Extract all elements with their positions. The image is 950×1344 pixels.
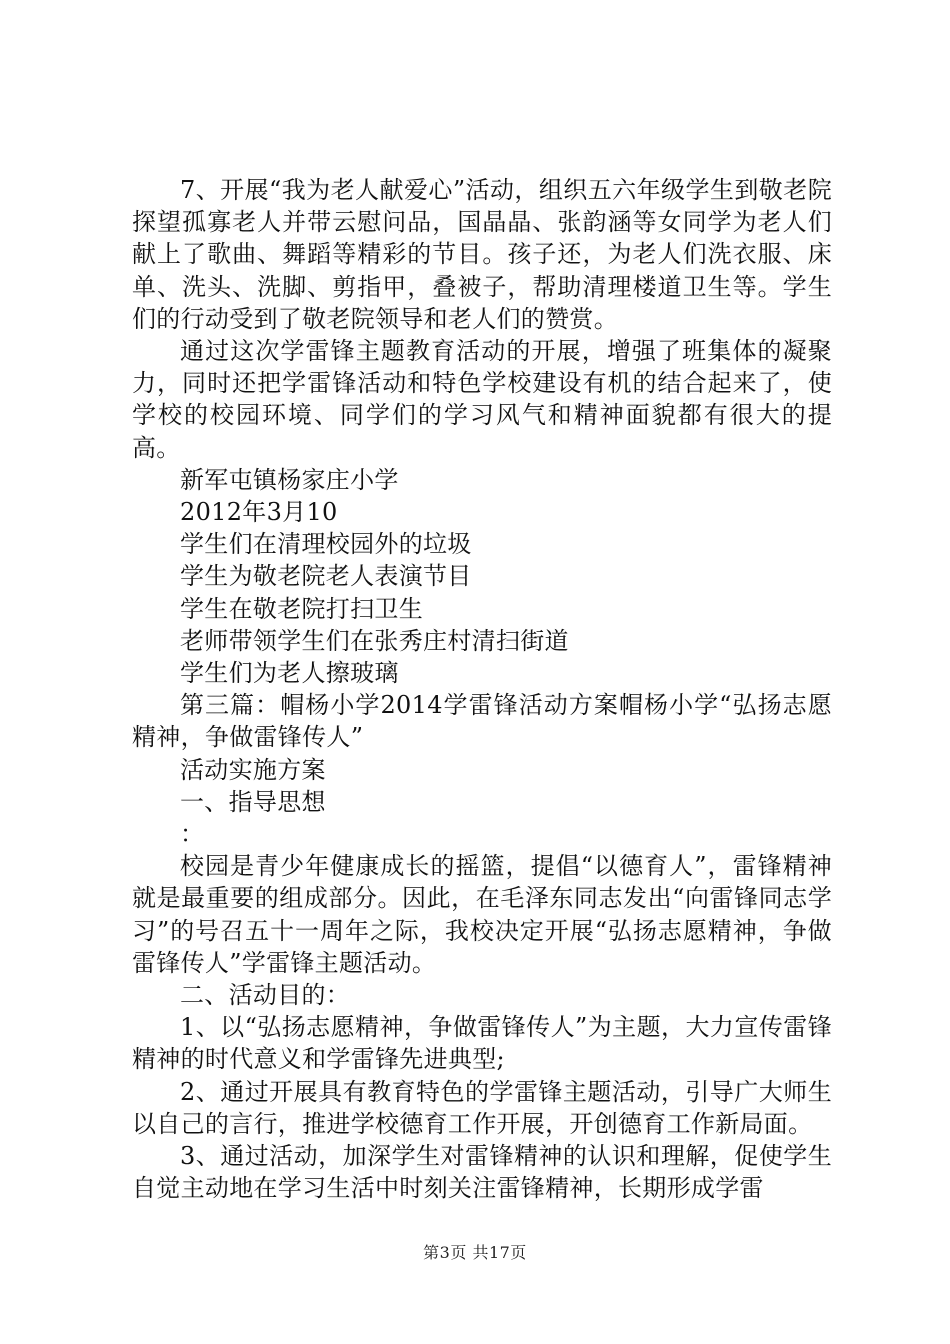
purpose-item-3: 3、通过活动，加深学生对雷锋精神的认识和理解，促使学生自觉主动地在学习生活中时刻关注雷锋精神，长期形成学雷 [132, 1142, 832, 1203]
photo-caption-2: 学生为敬老院老人表演节目 [180, 562, 472, 591]
purpose-item-2: 2、通过开展具有教育特色的学雷锋主题活动，引导广大师生以自己的言行，推进学校德育工作开展，开创德育工作新局面。 [132, 1077, 832, 1138]
heading-guiding-thought: 一、指导思想 [180, 787, 326, 816]
photo-caption-1: 学生们在清理校园外的垃圾 [180, 530, 472, 559]
colon-line: ： [180, 820, 205, 849]
paragraph-guiding-thought: 校园是青少年健康成长的摇篮，提倡“以德育人”，雷锋精神就是最重要的组成部分。因此，在毛泽东同志发出“向雷锋同志学习”的号召五十一周年之际，我校决定开展“弘扬志愿精神，争做雷锋传人”学雷锋主题活动。 [132, 852, 832, 977]
document-date: 2012年3月10 [180, 498, 338, 527]
heading-activity-purpose: 二、活动目的： [180, 981, 351, 1010]
paragraph-activity-7: 7、开展“我为老人献爱心”活动，组织五六年级学生到敬老院探望孤寡老人并带云慰问品，国晶晶、张韵涵等女同学为老人们献上了歌曲、舞蹈等精彩的节目。孩子还，为老人们洗衣服、床单、洗头、洗脚、剪指甲，叠被子，帮助清理楼道卫生等。学生们的行动受到了敬老院领导和老人们的赞赏。 [132, 176, 832, 333]
document-body [132, 174, 832, 1205]
photo-caption-3: 学生在敬老院打扫卫生 [180, 594, 423, 623]
photo-caption-5: 学生们为老人擦玻璃 [180, 659, 399, 688]
paragraph-summary: 通过这次学雷锋主题教育活动的开展，增强了班集体的凝聚力，同时还把学雷锋活动和特色学校建设有机的结合起来了，使学校的校园环境、同学们的学习风气和精神面貌都有很大的提高。 [132, 337, 832, 462]
purpose-item-1: 1、以“弘扬志愿精神，争做雷锋传人”为主题，大力宣传雷锋精神的时代意义和学雷锋先进典型; [132, 1013, 832, 1074]
page-footer: 第3页 共17页 [423, 1243, 527, 1262]
plan-title: 活动实施方案 [180, 755, 326, 784]
school-name: 新军屯镇杨家庄小学 [180, 465, 399, 494]
photo-caption-4: 老师带领学生们在张秀庄村清扫街道 [180, 626, 569, 655]
section-heading-part-3: 第三篇：帽杨小学2014学雷锋活动方案帽杨小学“弘扬志愿精神，争做雷锋传人” [132, 691, 832, 752]
